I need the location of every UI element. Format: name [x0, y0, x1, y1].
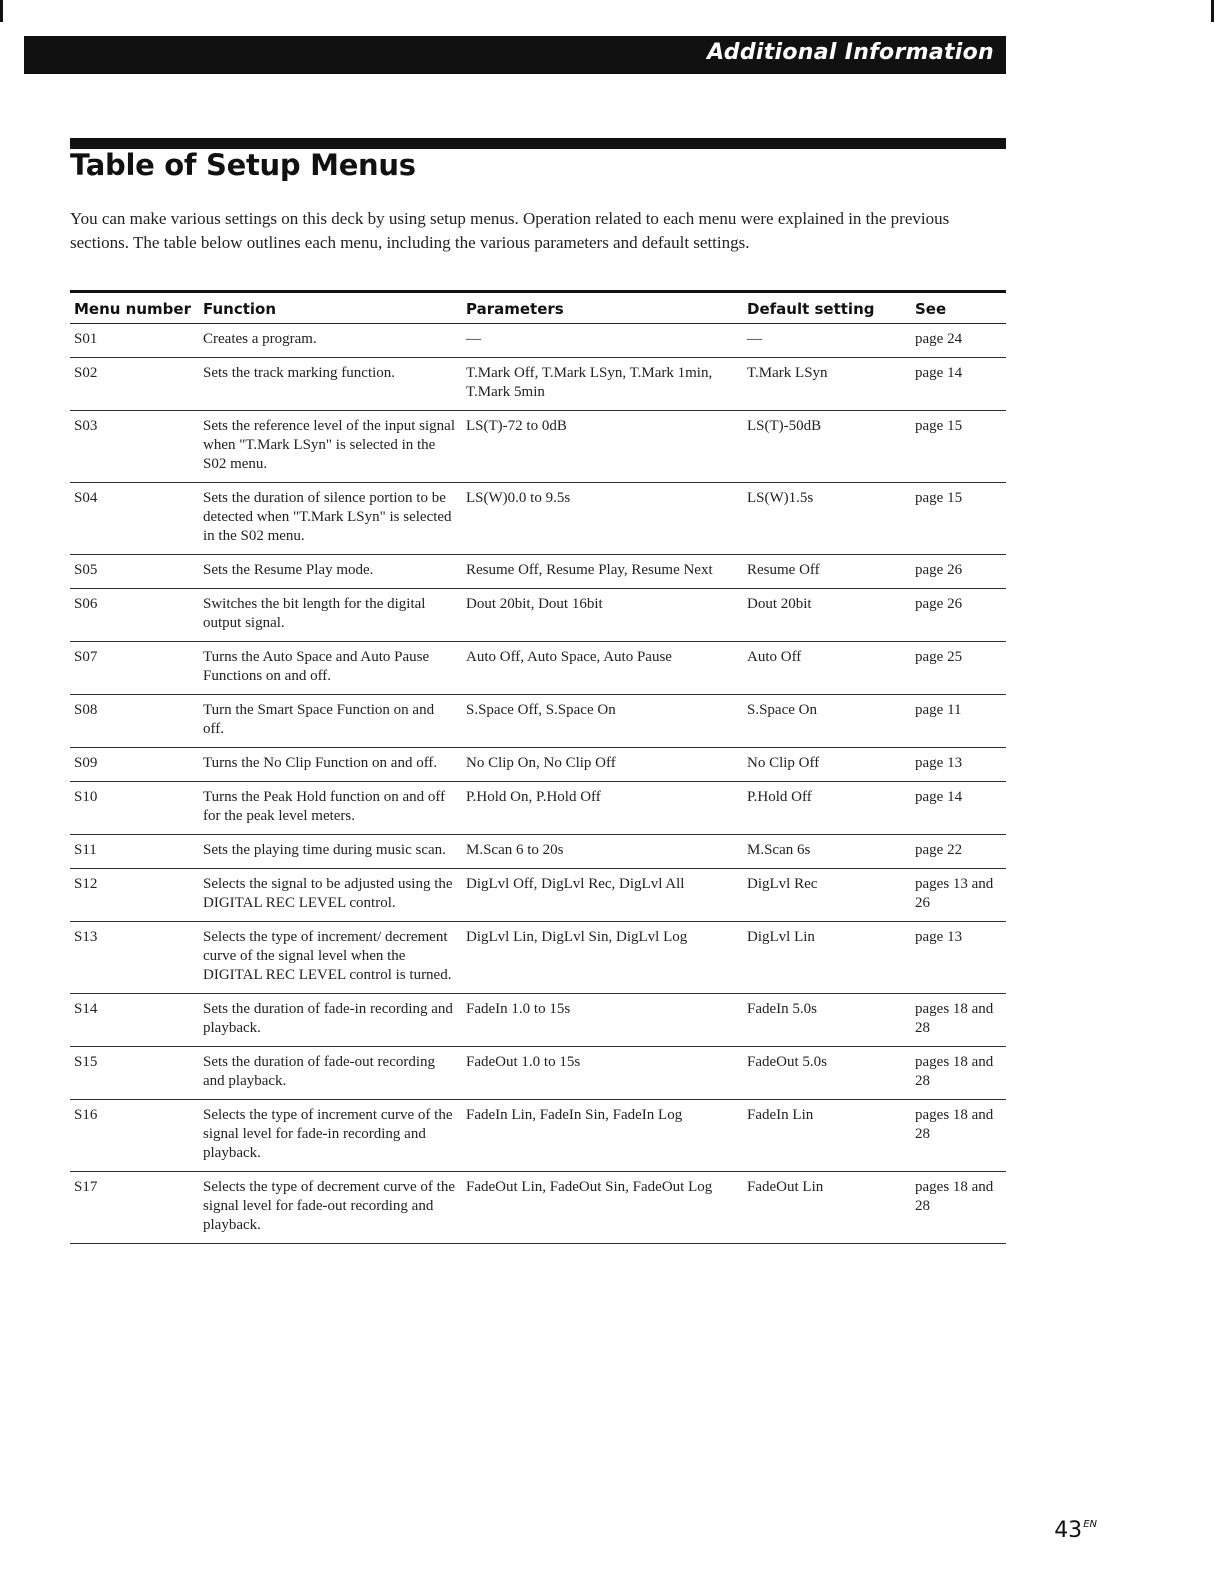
default-setting-cell: No Clip Off: [743, 748, 911, 782]
function-cell: Sets the playing time during music scan.: [199, 835, 462, 869]
see-cell: page 26: [911, 589, 1006, 642]
intro-paragraph: You can make various settings on this deck by using setup menus. Operation related to each menu were explained in the previous sections. The table below outlines each menu, including the various parameters and default settings.: [70, 209, 950, 252]
column-header-menu-number: Menu number: [70, 293, 199, 324]
table-row: [70, 1100, 1006, 1172]
function-cell: Turn the Smart Space Function on and off.: [199, 695, 462, 748]
menu-number-cell: S07: [70, 642, 199, 695]
see-cell: pages 13 and 26: [911, 869, 1006, 922]
page-number-value: 43: [1054, 1518, 1083, 1543]
menu-number-cell: S11: [70, 835, 199, 869]
table-row: [70, 695, 1006, 748]
parameters-cell: FadeOut Lin, FadeOut Sin, FadeOut Log: [462, 1172, 743, 1244]
parameters-cell: Auto Off, Auto Space, Auto Pause: [462, 642, 743, 695]
section-header-band: [24, 36, 1006, 74]
menu-number-cell: S15: [70, 1047, 199, 1100]
see-cell: page 13: [911, 922, 1006, 994]
see-cell: page 14: [911, 358, 1006, 411]
function-cell: Selects the type of decrement curve of the signal level for fade-out recording and playback.: [199, 1172, 462, 1244]
see-cell: page 15: [911, 483, 1006, 555]
see-cell: page 25: [911, 642, 1006, 695]
function-cell: Switches the bit length for the digital output signal.: [199, 589, 462, 642]
see-cell: pages 18 and 28: [911, 1172, 1006, 1244]
menu-number-cell: S01: [70, 324, 199, 358]
menu-number-cell: S04: [70, 483, 199, 555]
function-cell: Creates a program.: [199, 324, 462, 358]
function-cell: Sets the reference level of the input signal when "T.Mark LSyn" is selected in the S02 menu.: [199, 411, 462, 483]
parameters-cell: Dout 20bit, Dout 16bit: [462, 589, 743, 642]
see-cell: page 14: [911, 782, 1006, 835]
function-cell: Selects the type of increment curve of the signal level for fade-in recording and playback.: [199, 1100, 462, 1172]
menu-number-cell: S05: [70, 555, 199, 589]
menu-number-cell: S14: [70, 994, 199, 1047]
parameters-cell: —: [462, 324, 743, 358]
table-row: [70, 555, 1006, 589]
function-cell: Sets the duration of fade-in recording and playback.: [199, 994, 462, 1047]
table-row: [70, 782, 1006, 835]
table-header-row: [70, 293, 1006, 324]
see-cell: pages 18 and 28: [911, 994, 1006, 1047]
default-setting-cell: FadeOut Lin: [743, 1172, 911, 1244]
menu-number-cell: S03: [70, 411, 199, 483]
menu-number-cell: S10: [70, 782, 199, 835]
see-cell: page 24: [911, 324, 1006, 358]
menu-number-cell: S13: [70, 922, 199, 994]
function-cell: Sets the duration of silence portion to be detected when "T.Mark LSyn" is selected in the S02 menu.: [199, 483, 462, 555]
column-header-default-setting: Default setting: [743, 293, 911, 324]
default-setting-cell: T.Mark LSyn: [743, 358, 911, 411]
see-cell: page 15: [911, 411, 1006, 483]
default-setting-cell: P.Hold Off: [743, 782, 911, 835]
table-body: [70, 324, 1006, 1244]
table-row: [70, 483, 1006, 555]
table-row: [70, 994, 1006, 1047]
menu-number-cell: S16: [70, 1100, 199, 1172]
default-setting-cell: FadeIn Lin: [743, 1100, 911, 1172]
see-cell: pages 18 and 28: [911, 1047, 1006, 1100]
function-cell: Turns the No Clip Function on and off.: [199, 748, 462, 782]
table-row: [70, 1047, 1006, 1100]
parameters-cell: FadeOut 1.0 to 15s: [462, 1047, 743, 1100]
table-header: [70, 293, 1006, 324]
left-margin-mark: [0, 0, 3, 22]
see-cell: pages 18 and 28: [911, 1100, 1006, 1172]
menu-number-cell: S12: [70, 869, 199, 922]
function-cell: Turns the Auto Space and Auto Pause Functions on and off.: [199, 642, 462, 695]
table-row: [70, 324, 1006, 358]
default-setting-cell: FadeIn 5.0s: [743, 994, 911, 1047]
default-setting-cell: DigLvl Lin: [743, 922, 911, 994]
parameters-cell: LS(W)0.0 to 9.5s: [462, 483, 743, 555]
function-cell: Selects the type of increment/ decrement curve of the signal level when the DIGITAL REC LEVEL control is turned.: [199, 922, 462, 994]
page-number: [1054, 1518, 1097, 1543]
default-setting-cell: LS(T)-50dB: [743, 411, 911, 483]
default-setting-cell: —: [743, 324, 911, 358]
column-header-function: Function: [199, 293, 462, 324]
menu-number-cell: S08: [70, 695, 199, 748]
menu-number-cell: S02: [70, 358, 199, 411]
parameters-cell: Resume Off, Resume Play, Resume Next: [462, 555, 743, 589]
parameters-cell: FadeIn Lin, FadeIn Sin, FadeIn Log: [462, 1100, 743, 1172]
setup-menu-table: [70, 293, 1006, 1244]
parameters-cell: No Clip On, No Clip Off: [462, 748, 743, 782]
parameters-cell: FadeIn 1.0 to 15s: [462, 994, 743, 1047]
right-margin-mark: [1211, 0, 1214, 22]
table-row: [70, 748, 1006, 782]
parameters-cell: S.Space Off, S.Space On: [462, 695, 743, 748]
parameters-cell: P.Hold On, P.Hold Off: [462, 782, 743, 835]
parameters-cell: DigLvl Lin, DigLvl Sin, DigLvl Log: [462, 922, 743, 994]
function-cell: Turns the Peak Hold function on and off for the peak level meters.: [199, 782, 462, 835]
table-row: [70, 411, 1006, 483]
function-cell: Selects the signal to be adjusted using the DIGITAL REC LEVEL control.: [199, 869, 462, 922]
section-header-label: Additional Information: [707, 40, 994, 65]
table-row: [70, 869, 1006, 922]
parameters-cell: M.Scan 6 to 20s: [462, 835, 743, 869]
function-cell: Sets the Resume Play mode.: [199, 555, 462, 589]
default-setting-cell: M.Scan 6s: [743, 835, 911, 869]
see-cell: page 22: [911, 835, 1006, 869]
default-setting-cell: FadeOut 5.0s: [743, 1047, 911, 1100]
parameters-cell: T.Mark Off, T.Mark LSyn, T.Mark 1min, T.Mark 5min: [462, 358, 743, 411]
setup-menu-table-container: [70, 293, 1006, 1244]
default-setting-cell: Resume Off: [743, 555, 911, 589]
menu-number-cell: S09: [70, 748, 199, 782]
column-header-parameters: Parameters: [462, 293, 743, 324]
table-row: [70, 1172, 1006, 1244]
table-row: [70, 922, 1006, 994]
default-setting-cell: Dout 20bit: [743, 589, 911, 642]
default-setting-cell: LS(W)1.5s: [743, 483, 911, 555]
table-row: [70, 358, 1006, 411]
function-cell: Sets the track marking function.: [199, 358, 462, 411]
see-cell: page 13: [911, 748, 1006, 782]
table-row: [70, 642, 1006, 695]
table-row: [70, 589, 1006, 642]
table-row: [70, 835, 1006, 869]
menu-number-cell: S17: [70, 1172, 199, 1244]
page-number-suffix: EN: [1083, 1519, 1097, 1530]
see-cell: page 26: [911, 555, 1006, 589]
parameters-cell: DigLvl Off, DigLvl Rec, DigLvl All: [462, 869, 743, 922]
menu-number-cell: S06: [70, 589, 199, 642]
column-header-see: See: [911, 293, 1006, 324]
function-cell: Sets the duration of fade-out recording and playback.: [199, 1047, 462, 1100]
default-setting-cell: DigLvl Rec: [743, 869, 911, 922]
default-setting-cell: Auto Off: [743, 642, 911, 695]
parameters-cell: LS(T)-72 to 0dB: [462, 411, 743, 483]
default-setting-cell: S.Space On: [743, 695, 911, 748]
page-title: Table of Setup Menus: [70, 148, 416, 182]
see-cell: page 11: [911, 695, 1006, 748]
